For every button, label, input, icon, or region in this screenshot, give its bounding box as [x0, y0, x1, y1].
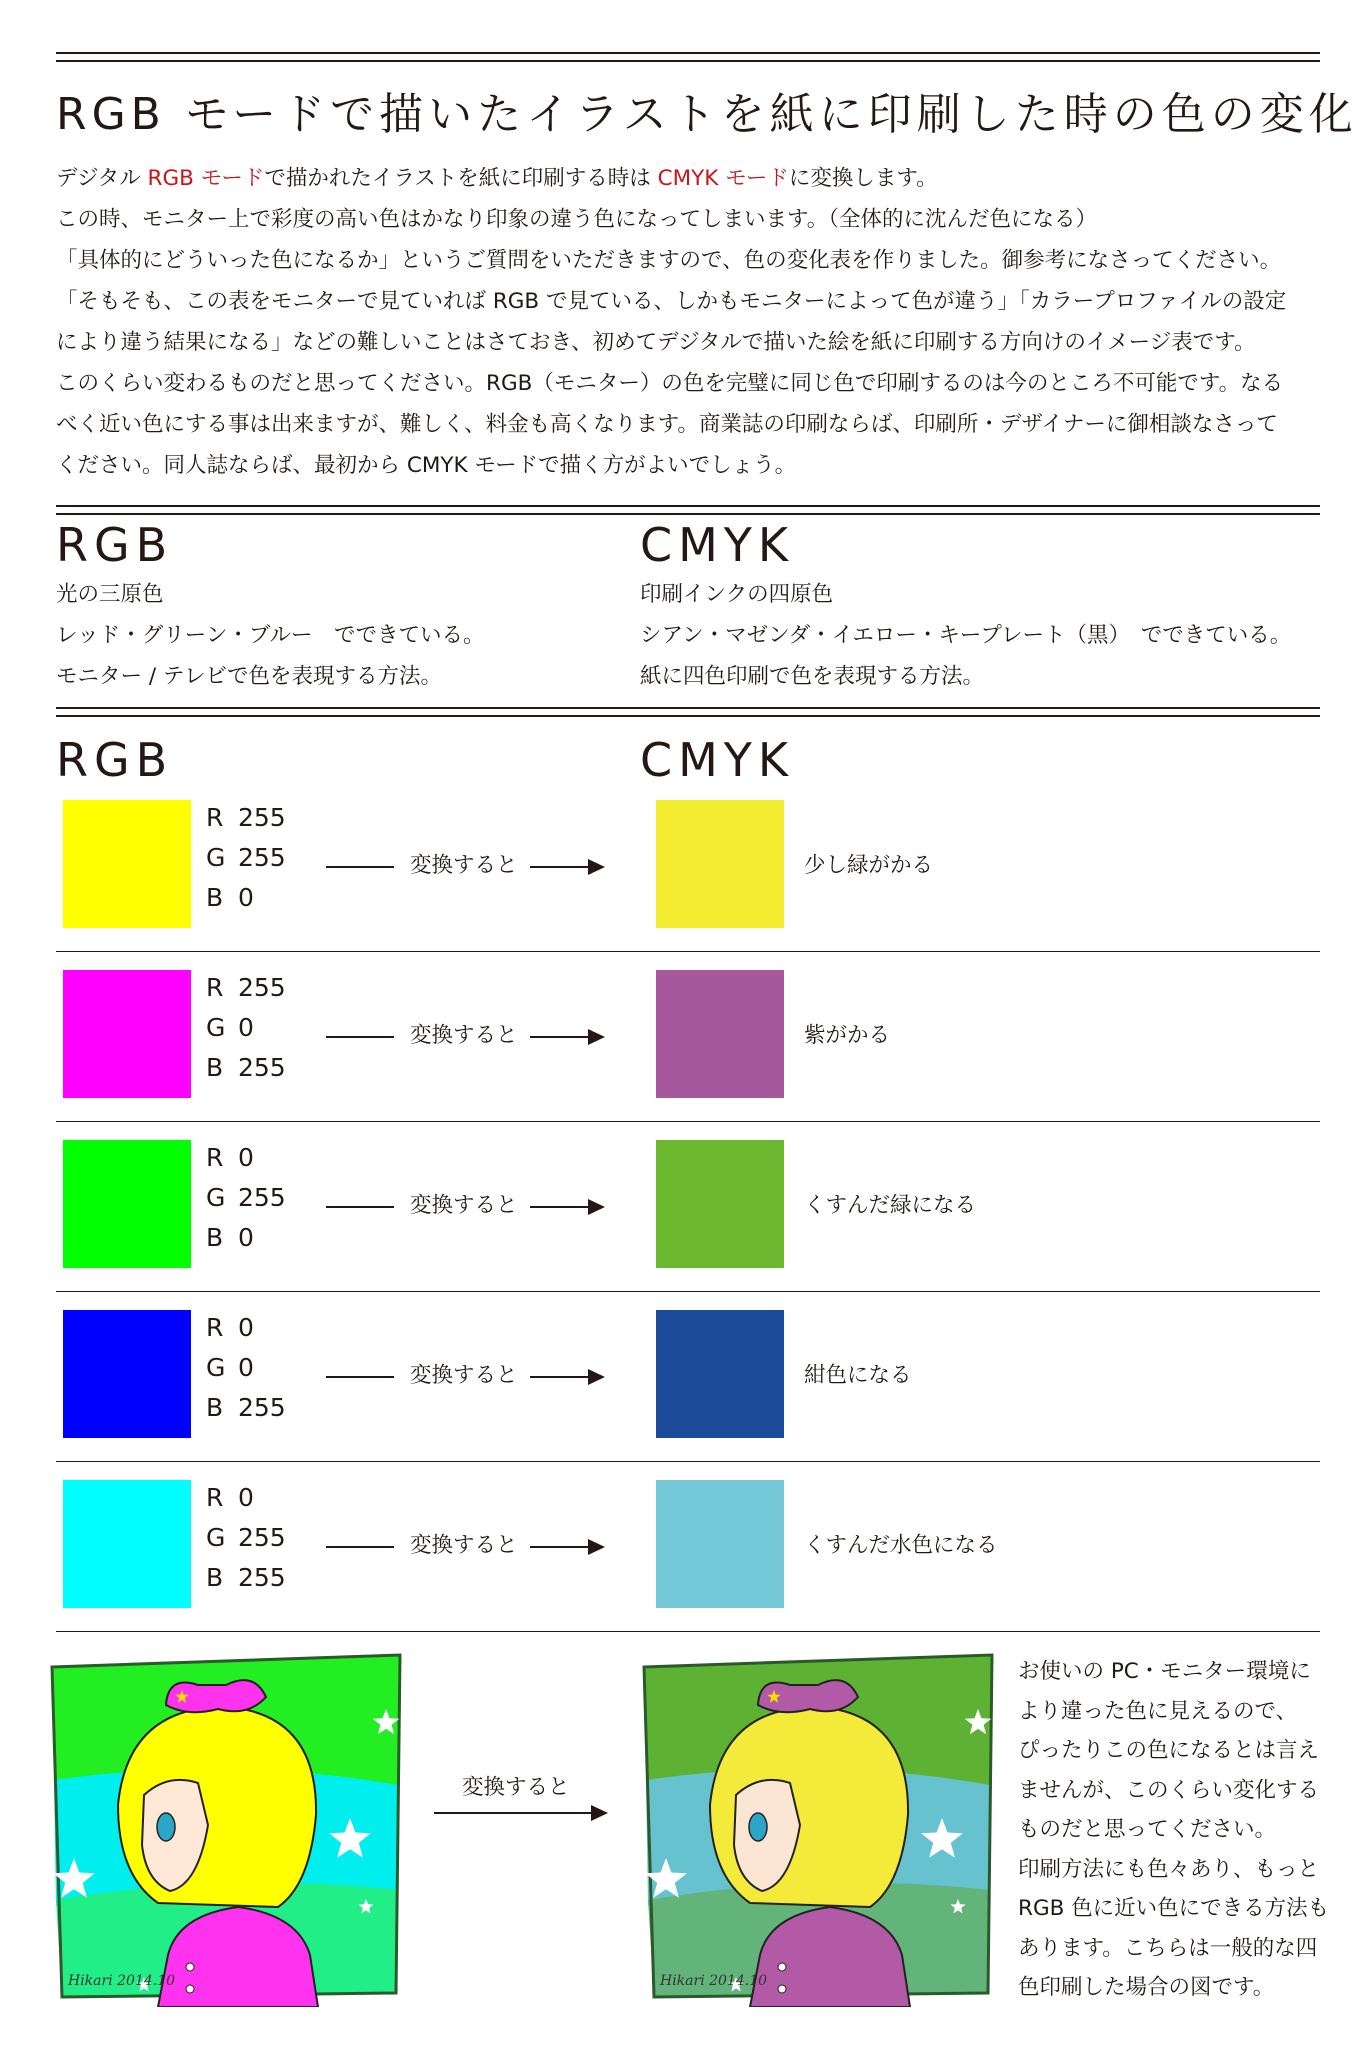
rgb-swatch — [63, 1480, 191, 1608]
rgb-values: R 255 G 0 B 255 — [206, 973, 286, 1082]
section-rule-2a — [56, 707, 1320, 709]
rgb-info — [56, 574, 485, 697]
r-value: 0 — [238, 1143, 254, 1172]
intro-line-8: ください。同人誌ならば、最初から CMYK モードで描く方がよいでしょう。 — [56, 453, 797, 478]
row-divider — [56, 1461, 1320, 1462]
b-value: 255 — [238, 1393, 286, 1422]
section-rule-1b — [56, 513, 1320, 515]
g-value: 255 — [238, 1183, 286, 1212]
rgb-swatch — [63, 970, 191, 1098]
note-line: あります。こちらは一般的な四 — [1018, 1935, 1318, 1961]
arrow-head-icon — [588, 1539, 605, 1555]
cmyk-info-heading: CMYK — [640, 518, 795, 572]
arrow-head-icon — [591, 1805, 608, 1821]
intro-line-2: この時、モニター上で彩度の高い色はかなり印象の違う色になってしまいます。（全体的に沈んだ色になる） — [56, 207, 1098, 232]
intro-line-6: このくらい変わるものだと思ってください。RGB（モニター）の色を完璧に同じ色で印刷するのは今のところ不可能です。なる — [56, 371, 1284, 396]
convert-arrow: 変換すると — [326, 1356, 676, 1396]
cmyk-swatch — [656, 800, 784, 928]
convert-arrow: 変換すると — [326, 1186, 676, 1226]
convert-arrow: 変換すると — [326, 846, 676, 886]
shirt-button — [186, 1963, 194, 1971]
cmyk-table-heading: CMYK — [640, 733, 795, 787]
note-line: お使いの PC・モニター環境に — [1018, 1659, 1311, 1684]
character-eye — [157, 1813, 175, 1841]
convert-arrow: 変換すると — [326, 1526, 676, 1566]
row-divider — [56, 1121, 1320, 1122]
rgb-swatch — [63, 1310, 191, 1438]
rgb-swatch — [63, 800, 191, 928]
rgb-values: R 0 G 0 B 255 — [206, 1313, 286, 1422]
intro-line-7: べく近い色にする事は出来ますが、難しく、料金も高くなります。商業誌の印刷ならば、印刷所・デザイナーに御相談なさって — [56, 412, 1278, 437]
note-line: 色印刷した場合の図です。 — [1018, 1975, 1275, 2000]
r-value: 255 — [238, 803, 286, 832]
shirt-button — [186, 1985, 194, 1993]
section-rule-2b — [56, 715, 1320, 717]
page-title: RGB モードで描いたイラストを紙に印刷した時の色の変化 — [56, 89, 1358, 140]
rgb-values: R 255 G 255 B 0 — [206, 803, 286, 912]
cmyk-illustration — [640, 1645, 1002, 2007]
conversion-row-cyan — [56, 1480, 1320, 1650]
conversion-row-blue — [56, 1310, 1320, 1480]
cmyk-swatch — [656, 1140, 784, 1268]
conversion-row-green — [56, 1140, 1320, 1310]
rgb-info-line-1: 光の三原色 — [56, 582, 164, 607]
rgb-info-line-2: レッド・グリーン・ブルー でできている。 — [56, 623, 485, 648]
shirt-button — [778, 1985, 786, 1993]
rgb-values: R 0 G 255 B 0 — [206, 1143, 286, 1252]
intro-line-1: デジタル RGB モードで描かれたイラストを紙に印刷する時は CMYK モードに変換します。 — [56, 166, 938, 191]
intro-line-4: 「そもそも、この表をモニターで見ていれば RGB で見ている、しかもモニターによって色が違う」「カラープロファイルの設定 — [56, 289, 1287, 314]
g-value: 255 — [238, 843, 286, 872]
cmyk-info-line-2: シアン・マゼンダ・イエロー・キープレート（黒） でできている。 — [640, 623, 1292, 648]
note-line: RGB 色に近い色にできる方法も — [1018, 1896, 1330, 1921]
rgb-illustration — [48, 1645, 410, 2007]
b-value: 255 — [238, 1053, 286, 1082]
character-eye — [749, 1813, 767, 1841]
note-line: より違った色に見えるので、 — [1018, 1698, 1298, 1724]
row-divider — [56, 1631, 1320, 1632]
row-divider — [56, 1291, 1320, 1292]
signature: Hikari 2014.10 — [68, 1973, 176, 1989]
g-value: 0 — [238, 1013, 254, 1042]
rgb-info-heading: RGB — [56, 518, 174, 572]
top-rule-1 — [56, 52, 1320, 54]
b-value: 255 — [238, 1563, 286, 1592]
cmyk-info — [640, 574, 1291, 697]
cmyk-swatch — [656, 970, 784, 1098]
arrow-head-icon — [588, 1369, 605, 1385]
intro-line-5: により違う結果になる」などの難しいことはさておき、初めてデジタルで描いた絵を紙に印刷する方向けのイメージ表です。 — [56, 330, 1256, 355]
arrow-head-icon — [588, 1199, 605, 1215]
signature: Hikari 2014.10 — [660, 1973, 768, 1989]
conversion-row-yellow — [56, 800, 1320, 970]
convert-arrow: 変換すると — [326, 1016, 676, 1056]
cmyk-description: くすんだ水色になる — [804, 1533, 998, 1558]
cmyk-description: くすんだ緑になる — [804, 1193, 977, 1218]
b-value: 0 — [238, 883, 254, 912]
rgb-values: R 0 G 255 B 255 — [206, 1483, 286, 1592]
cmyk-swatch — [656, 1310, 784, 1438]
r-value: 0 — [238, 1313, 254, 1342]
top-rule-2 — [56, 60, 1320, 62]
conversion-row-magenta — [56, 970, 1320, 1140]
row-divider — [56, 951, 1320, 952]
note-line: ませんが、このくらい変化する — [1018, 1777, 1320, 1803]
cmyk-description: 紫がかる — [804, 1023, 891, 1048]
shirt-button — [778, 1963, 786, 1971]
rgb-table-heading: RGB — [56, 733, 174, 787]
r-value: 0 — [238, 1483, 254, 1512]
illustration-convert-arrow — [434, 1770, 634, 1810]
intro-line-3: 「具体的にどういった色になるか」というご質問をいただきますので、色の変化表を作りました。御参考になさってください。 — [56, 248, 1282, 273]
cmyk-description: 紺色になる — [804, 1363, 912, 1388]
cmyk-swatch — [656, 1480, 784, 1608]
rgb-info-line-3: モニター / テレビで色を表現する方法。 — [56, 664, 442, 689]
cmyk-description: 少し緑がかる — [804, 853, 934, 878]
r-value: 255 — [238, 973, 286, 1002]
g-value: 0 — [238, 1353, 254, 1382]
illustration-convert-label: 変換すると — [462, 1775, 570, 1800]
rgb-swatch — [63, 1140, 191, 1268]
note-line: 印刷方法にも色々あり、もっと — [1018, 1856, 1320, 1882]
section-rule-1a — [56, 505, 1320, 507]
note-line: ものだと思ってください。 — [1018, 1817, 1277, 1842]
intro-text — [56, 158, 1326, 486]
note-line: ぴったりこの色になるとは言え — [1018, 1738, 1320, 1763]
cmyk-info-line-1: 印刷インクの四原色 — [640, 582, 834, 607]
cmyk-info-line-3: 紙に四色印刷で色を表現する方法。 — [640, 664, 985, 689]
arrow-head-icon — [588, 859, 605, 875]
illustration-note — [1018, 1652, 1328, 2008]
arrow-head-icon — [588, 1029, 605, 1045]
g-value: 255 — [238, 1523, 286, 1552]
b-value: 0 — [238, 1223, 254, 1252]
